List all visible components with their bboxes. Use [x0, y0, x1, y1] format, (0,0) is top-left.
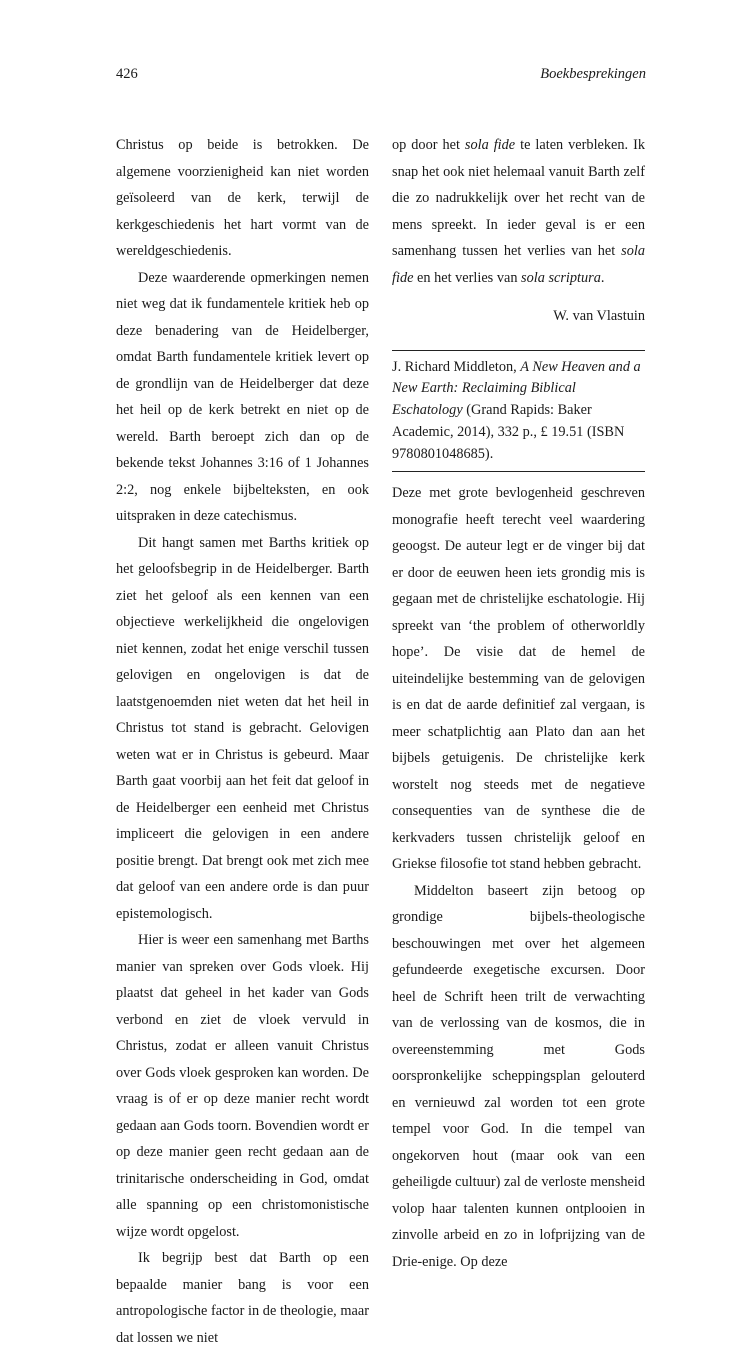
right-column	[392, 132, 645, 1275]
text-run: te laten verbleken. Ik snap het ook niet helemaal vanuit Barth zelf die zo nadrukkelijk over het recht van de mens spreekt. In ieder geval is er een samenhang tussen het verlies van het	[392, 137, 645, 259]
review-body	[392, 480, 645, 1275]
left-column	[116, 132, 369, 1351]
italic-term: sola scriptura	[521, 269, 601, 286]
page-number: 426	[116, 66, 138, 82]
italic-term: sola fide	[392, 243, 645, 286]
running-title: Boekbesprekingen	[540, 66, 646, 82]
text-run: en het verlies van	[413, 269, 522, 286]
paragraph: Ik begrijp best dat Barth op een bepaalde manier bang is voor een antropologische factor in de theologie, maar dat lossen we niet	[116, 1250, 369, 1346]
book-details: (Grand Rapids: Baker Academic, 2014), 332 p., £ 19.51 (ISBN 9780801048685).	[392, 402, 625, 462]
paragraph: Deze met grote bevlogenheid geschreven monografie heeft terecht veel waardering geoogst. De auteur legt er de vinger bij dat er door de eeuwen heen iets grondig mis is gegaan met de christelijke eschatologie. Hij spreekt van ‘the problem of otherworldly hope’. De visie dat de hemel de uiteindelijke bestemming van de gelovigen is en dat de aarde definitief zal vergaan, is meer schatplichtig aan Plato dan aan het bijbels getuigenis. De christelijke kerk worstelt nog steeds met de negatieve consequenties van de synthese die de kerkvaders tussen christelijk geloof en Griekse filosofie tot stand hebben gebracht.	[392, 485, 645, 873]
paragraph: Hier is weer een samenhang met Barths manier van spreken over Gods vloek. Hij plaatst dat geheel in het kader van Gods verbond en ziet de vloek vervuld in Christus, zodat er alleen vanuit Christus over Gods vloek gesproken kan worden. De vraag is of er op deze manier recht wordt gedaan aan Gods toorn. Bovendien wordt er op deze manier geen recht gedaan aan de trinitarische onderscheiding in God, omdat alle spanning op een christomonistische wijze wordt opgelost.	[116, 932, 369, 1240]
text-run: op door het	[392, 137, 465, 153]
book-author: J. Richard Middleton,	[392, 358, 521, 375]
paragraph: Christus op beide is betrokken. De algemene voorzienigheid kan niet worden geïsoleerd van de kerk, terwijl de kerkgeschiedenis het hart vormt van de wereldgeschiedenis.	[116, 137, 369, 259]
paragraph: Middelton baseert zijn betoog op grondige bijbels-theologische beschouwingen met over het algemeen gefundeerde exegetische excursen. Door heel de Schrift heen trilt de verwachting van de verlossing van de kosmos, die in overeenstemming met Gods oorspronkelijke scheppingsplan gelouterd en vernieuwd zal worden tot een grote tempel voor God. In die tempel van ongekorven hout (maar ook van een geheiligde cultuur) zal de verloste mensheid volop haar talenten kunnen ontplooien in zinvolle arbeid en zo in lofprijzing van de Drie-enige. Op deze	[392, 882, 645, 1270]
continuation-paragraph	[392, 132, 645, 291]
paragraph: Deze waarderende opmerkingen nemen niet weg dat ik fundamentele kritiek heb op deze benadering van de Heidelberger, omdat Barth fundamentele kritiek levert op de grondlijn van de Heidelberger dat deze het heil op de kerk betrekt en niet op de wereld. Barth beroept zich dan op de bekende tekst Johannes 3:16 of 1 Johannes 2:2, nog enkele bijbelteksten, en ook uitspraken in deze catechismus.	[116, 269, 369, 524]
reviewer-signature: W. van Vlastuin	[553, 308, 645, 324]
review-header	[392, 351, 645, 472]
book-title: A New Heaven and a New Earth: Reclaiming Biblical Eschatology	[392, 358, 641, 419]
text-run: .	[600, 269, 605, 286]
divider	[392, 471, 645, 472]
italic-term: sola fide	[464, 137, 516, 153]
paragraph: Dit hangt samen met Barths kritiek op het geloofsbegrip in de Heidelberger. Barth ziet het geloof als een kennen van een objectieve werkelijkheid die ongelovigen niet kennen, zodat het enige verschil tussen gelovigen en ongelovigen is dat de laatstgenoemden niet weten dat het heil in Christus tot stand is gebracht. Gelovigen weten wat er in Christus is gebeurd. Maar Barth gaat voorbij aan het feit dat geloof in de Heidelberger een eenheid met Christus impliceert die gelovigen in een andere positie brengt. Dat brengt ook met zich mee dat geloof van een andere orde is dan puur epistemologisch.	[116, 534, 369, 922]
